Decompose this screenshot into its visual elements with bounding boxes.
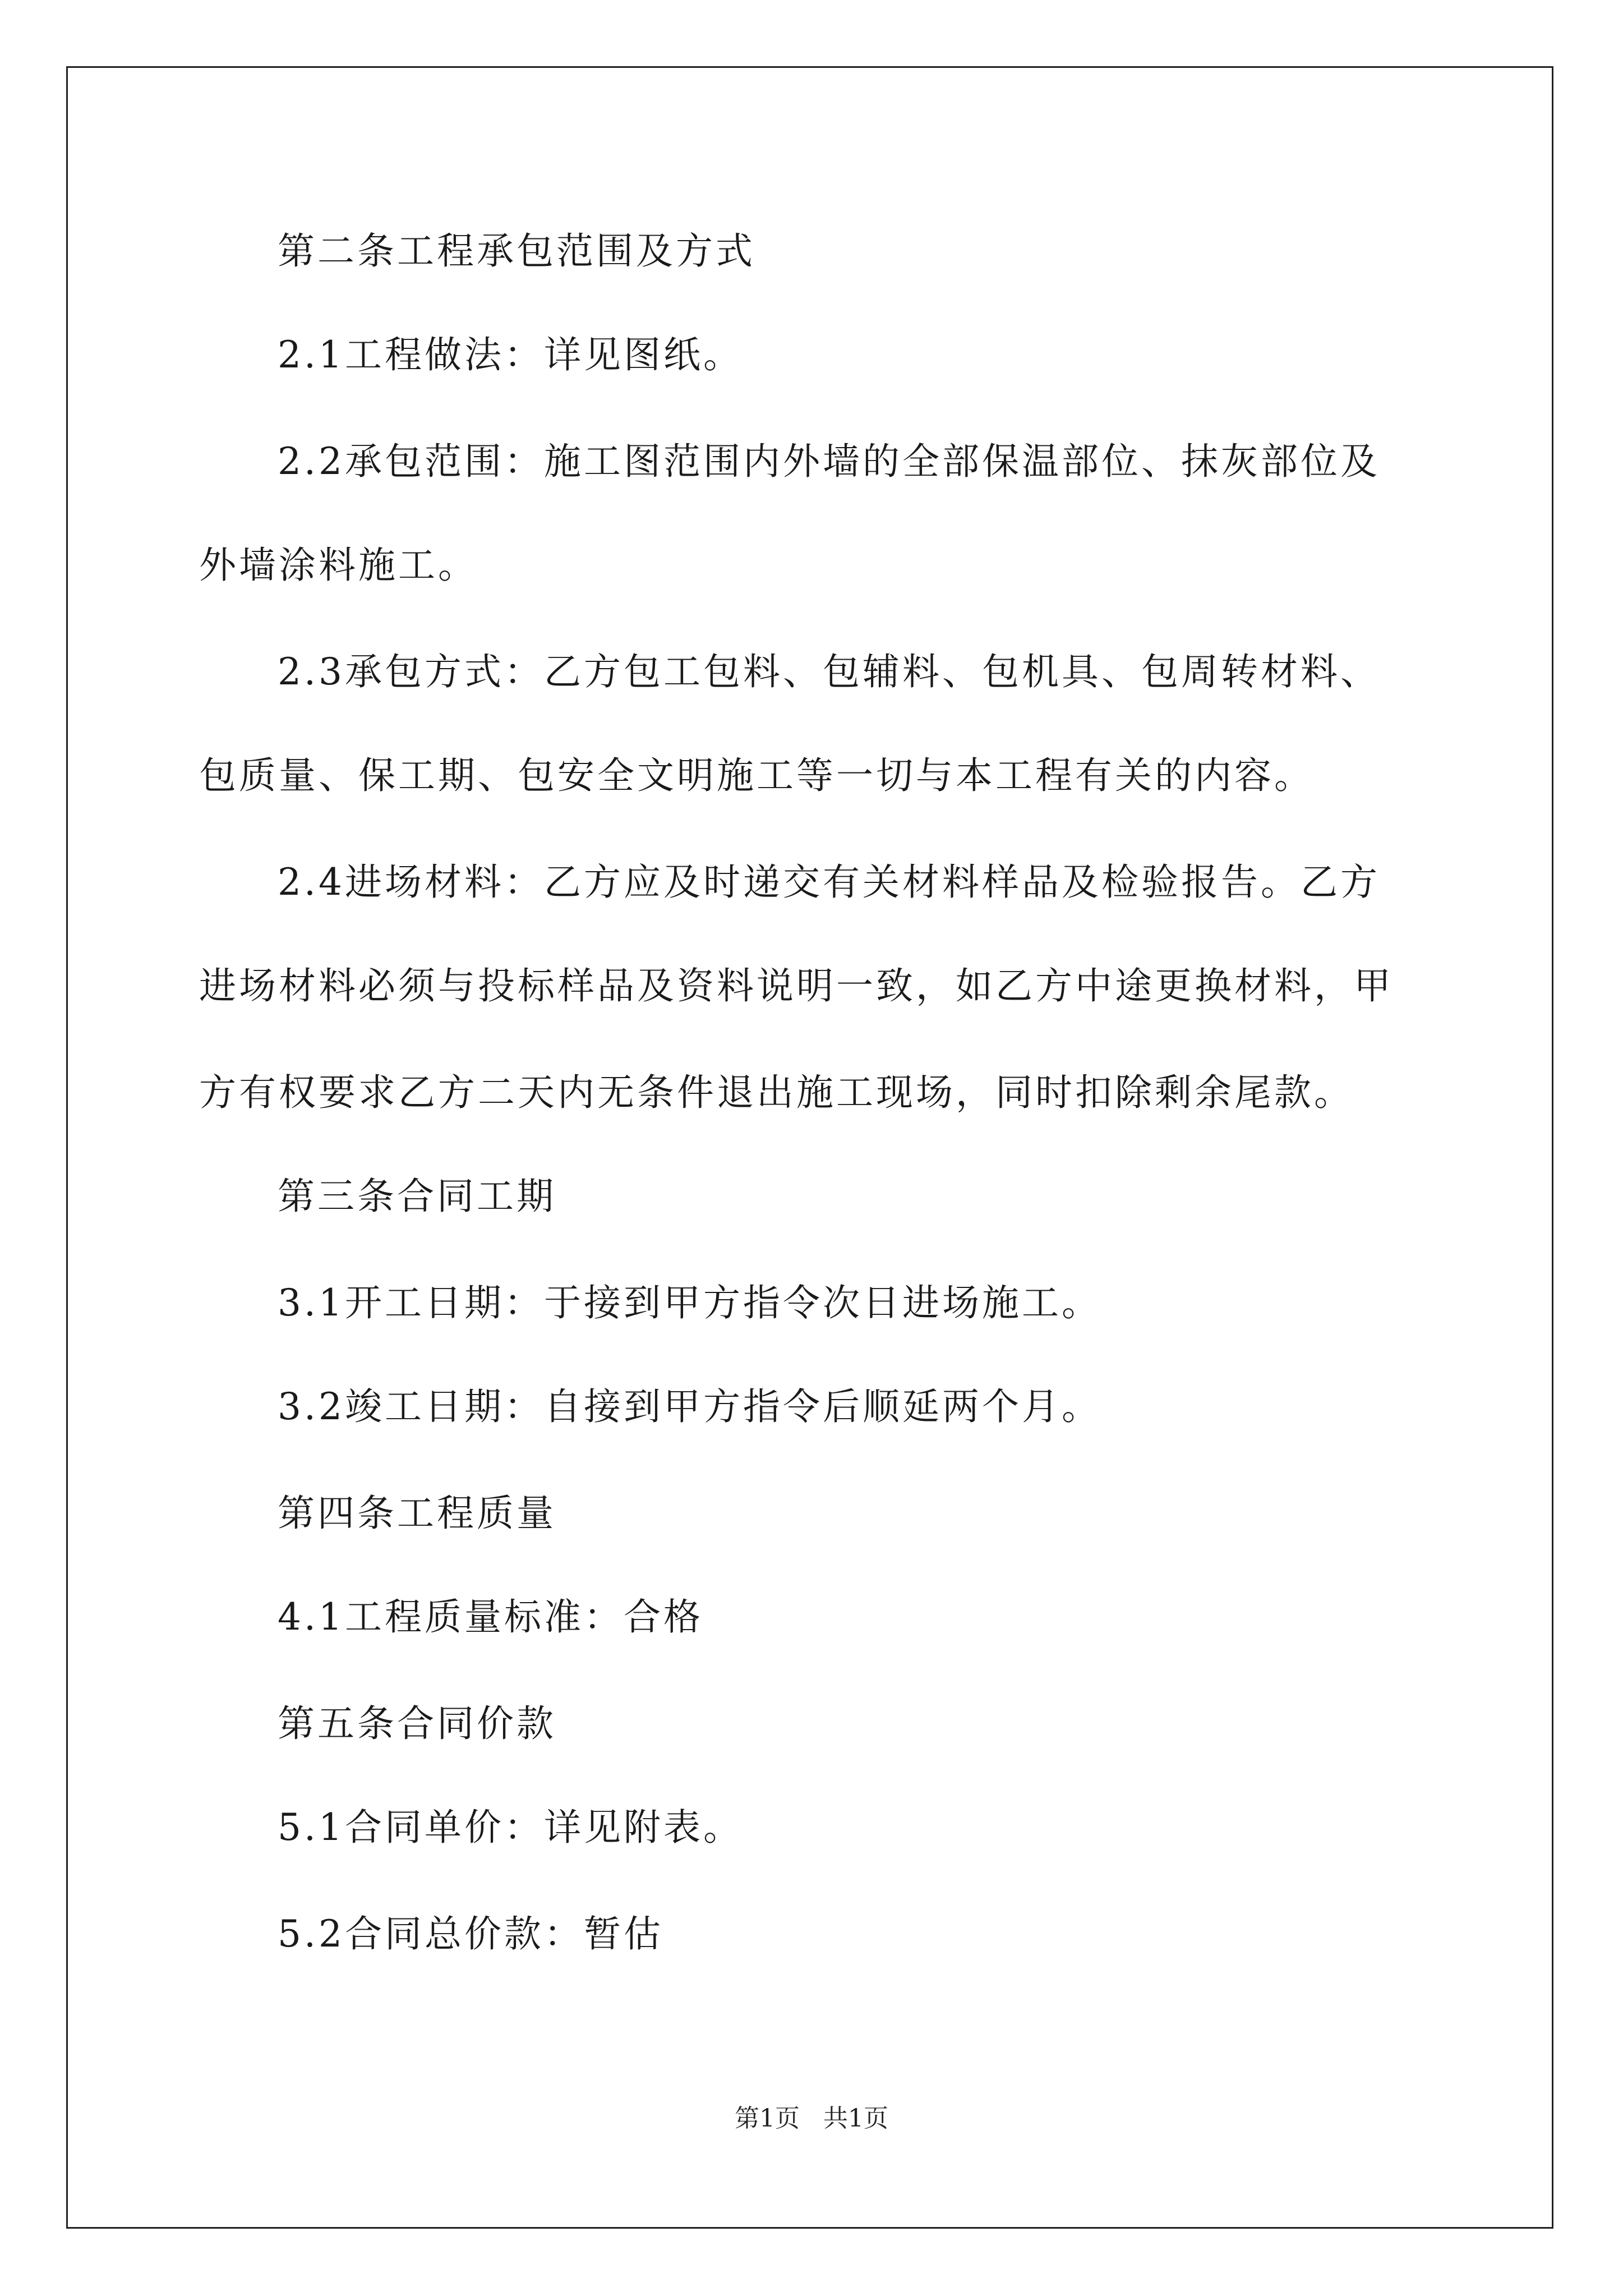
clause-4-1: 4.1工程质量标准：合格	[278, 1595, 703, 1639]
page-border	[66, 66, 1553, 2229]
clause-5-2: 5.2合同总价款：暂估	[278, 1912, 663, 1955]
article-5-heading: 第五条合同价款	[278, 1702, 556, 1745]
clause-2-1: 2.1工程做法：详见图纸。	[278, 333, 743, 376]
clause-2-4-line-2: 进场材料必须与投标样品及资料说明一致，如乙方中途更换材料，甲	[199, 964, 1394, 1007]
clause-2-2-line-2: 外墙涂料施工。	[199, 544, 478, 587]
clause-2-4-line-1: 2.4进场材料：乙方应及时递交有关材料样品及检验报告。乙方	[278, 861, 1380, 904]
clause-2-2-line-1: 2.2承包范围：施工图范围内外墙的全部保温部位、抹灰部位及	[278, 440, 1380, 483]
article-2-heading: 第二条工程承包范围及方式	[278, 229, 755, 273]
clause-2-4-line-3: 方有权要求乙方二天内无条件退出施工现场，同时扣除剩余尾款。	[199, 1071, 1354, 1114]
clause-3-2: 3.2竣工日期：自接到甲方指令后顺延两个月。	[278, 1385, 1101, 1428]
page-footer: 第1页 共1页	[735, 2104, 888, 2133]
clause-5-1: 5.1合同单价：详见附表。	[278, 1806, 743, 1849]
clause-2-3-line-1: 2.3承包方式：乙方包工包料、包辅料、包机具、包周转材料、	[278, 650, 1380, 693]
article-4-heading: 第四条工程质量	[278, 1492, 556, 1535]
clause-2-3-line-2: 包质量、保工期、包安全文明施工等一切与本工程有关的内容。	[199, 754, 1314, 797]
clause-3-1: 3.1开工日期：于接到甲方指令次日进场施工。	[278, 1281, 1101, 1324]
article-3-heading: 第三条合同工期	[278, 1175, 556, 1218]
